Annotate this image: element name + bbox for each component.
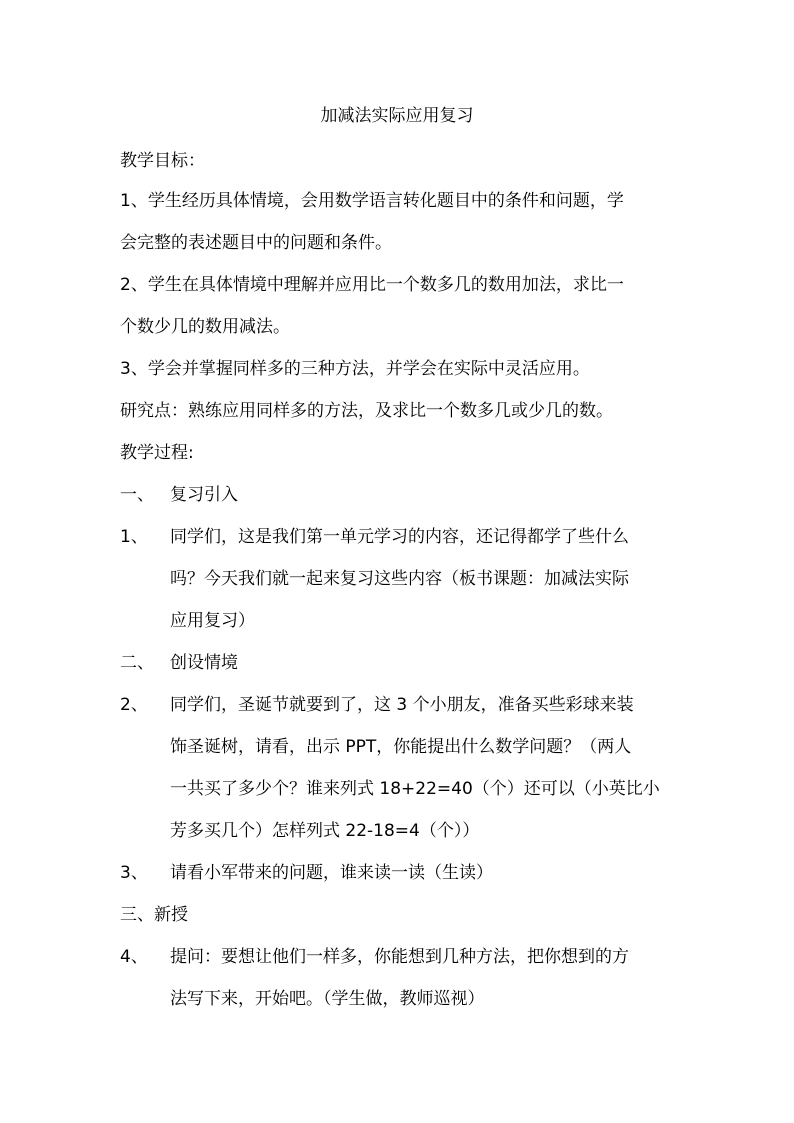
objective-2-line-1: 2、学生在具体情境中理解并应用比一个数多几的数用加法，求比一: [120, 275, 624, 295]
item-3-number: 3、: [120, 863, 148, 883]
section-1-title: 复习引入: [170, 485, 238, 505]
objectives-heading: 教学目标：: [120, 151, 205, 171]
objective-2-line-2: 个数少几的数用减法。: [120, 317, 290, 337]
document-title: 加减法实际应用复习: [320, 106, 474, 126]
item-4-number: 4、: [120, 947, 148, 967]
objective-1-line-1: 1、学生经历具体情境，会用数学语言转化题目中的条件和问题，学: [120, 191, 624, 211]
objective-3: 3、学会并掌握同样多的三种方法，并学会在实际中灵活应用。: [120, 359, 590, 379]
item-1-line-2: 吗？今天我们就一起来复习这些内容（板书课题：加减法实际: [170, 569, 629, 589]
section-1-number: 一、: [120, 485, 154, 505]
item-1-line-1: 同学们，这是我们第一单元学习的内容，还记得都学了些什么: [170, 527, 629, 547]
section-2-number: 二、: [120, 653, 154, 673]
item-1-line-3: 应用复习）: [170, 611, 255, 631]
item-3-line-1: 请看小军带来的问题，谁来读一读（生读）: [170, 863, 493, 883]
item-2-line-4: 芳多买几个）怎样列式 22-18=4（个））: [170, 821, 480, 841]
item-4-line-2: 法写下来，开始吧。（学生做，教师巡视）: [170, 989, 485, 1009]
item-4-line-1: 提问：要想让他们一样多，你能想到几种方法，把你想到的方: [170, 947, 629, 967]
item-2-line-3: 一共买了多少个？谁来列式 18+22=40（个）还可以（小英比小: [170, 779, 660, 799]
item-2-line-2: 饰圣诞树，请看，出示 PPT，你能提出什么数学问题？（两人: [170, 737, 632, 757]
key-points: 研究点：熟练应用同样多的方法，及求比一个数多几或少几的数。: [120, 401, 613, 421]
item-2-line-1: 同学们，圣诞节就要到了，这 3 个小朋友，准备买些彩球来装: [170, 695, 634, 715]
section-2-title: 创设情境: [170, 653, 238, 673]
item-2-number: 2、: [120, 695, 148, 715]
section-3-heading: 三、新授: [120, 905, 188, 925]
process-heading: 教学过程:: [120, 443, 194, 463]
item-1-number: 1、: [120, 527, 148, 547]
objective-1-line-2: 会完整的表述题目中的问题和条件。: [120, 233, 392, 253]
